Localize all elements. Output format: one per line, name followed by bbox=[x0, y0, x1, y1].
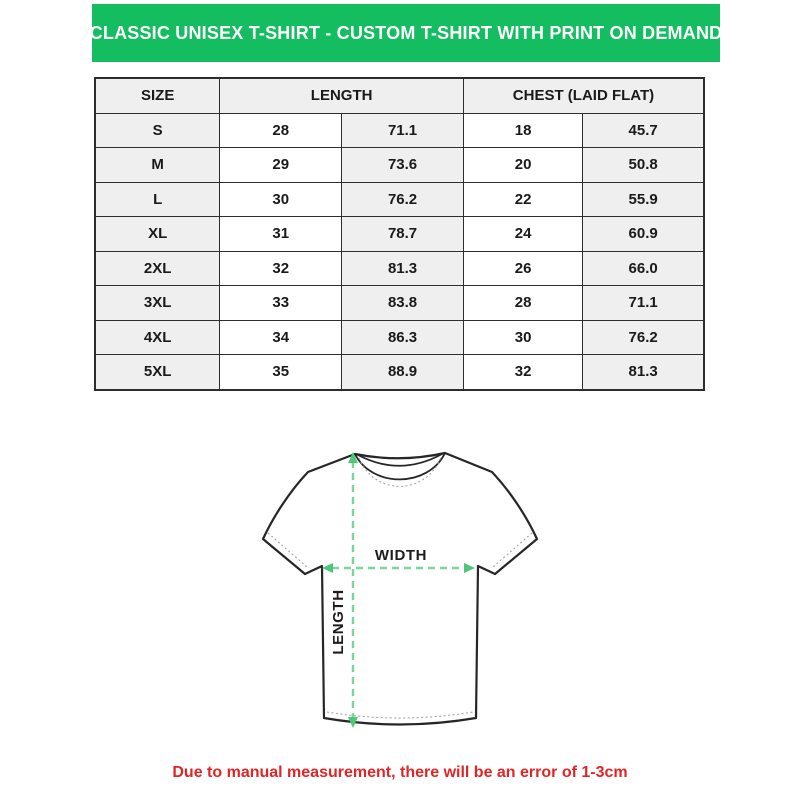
value-cell: 32 bbox=[463, 355, 582, 390]
length-label: LENGTH bbox=[330, 589, 347, 655]
tshirt-diagram bbox=[240, 435, 560, 755]
value-cell: 81.3 bbox=[342, 251, 464, 286]
size-table bbox=[94, 77, 705, 391]
value-cell: 83.8 bbox=[342, 286, 464, 321]
table-row bbox=[95, 217, 704, 252]
value-cell: 45.7 bbox=[583, 113, 704, 148]
value-cell: 33 bbox=[220, 286, 342, 321]
header-length: LENGTH bbox=[220, 78, 464, 113]
tshirt-outline bbox=[263, 453, 537, 725]
size-cell: S bbox=[95, 113, 220, 148]
value-cell: 18 bbox=[463, 113, 582, 148]
value-cell: 81.3 bbox=[583, 355, 704, 390]
value-cell: 28 bbox=[220, 113, 342, 148]
value-cell: 66.0 bbox=[583, 251, 704, 286]
value-cell: 34 bbox=[220, 320, 342, 355]
value-cell: 31 bbox=[220, 217, 342, 252]
page-title: CLASSIC UNISEX T-SHIRT - CUSTOM T-SHIRT WITH PRINT ON DEMAND bbox=[89, 22, 723, 43]
size-cell: M bbox=[95, 148, 220, 183]
value-cell: 28 bbox=[463, 286, 582, 321]
header-size: SIZE bbox=[95, 78, 220, 113]
table-row bbox=[95, 286, 704, 321]
table-row bbox=[95, 113, 704, 148]
value-cell: 55.9 bbox=[583, 182, 704, 217]
value-cell: 76.2 bbox=[583, 320, 704, 355]
value-cell: 86.3 bbox=[342, 320, 464, 355]
measurement-disclaimer: Due to manual measurement, there will be an error of 1-3cm bbox=[172, 764, 628, 781]
value-cell: 71.1 bbox=[583, 286, 704, 321]
value-cell: 32 bbox=[220, 251, 342, 286]
value-cell: 20 bbox=[463, 148, 582, 183]
value-cell: 88.9 bbox=[342, 355, 464, 390]
value-cell: 24 bbox=[463, 217, 582, 252]
value-cell: 71.1 bbox=[342, 113, 464, 148]
value-cell: 76.2 bbox=[342, 182, 464, 217]
header-chest: CHEST (LAID FLAT) bbox=[463, 78, 704, 113]
size-cell: 2XL bbox=[95, 251, 220, 286]
width-label: WIDTH bbox=[374, 547, 428, 564]
value-cell: 30 bbox=[220, 182, 342, 217]
value-cell: 50.8 bbox=[583, 148, 704, 183]
value-cell: 26 bbox=[463, 251, 582, 286]
table-row bbox=[95, 355, 704, 390]
table-row bbox=[95, 251, 704, 286]
value-cell: 29 bbox=[220, 148, 342, 183]
size-cell: 5XL bbox=[95, 355, 220, 390]
value-cell: 73.6 bbox=[342, 148, 464, 183]
size-cell: L bbox=[95, 182, 220, 217]
title-banner bbox=[89, 4, 723, 62]
size-cell: XL bbox=[95, 217, 220, 252]
size-cell: 3XL bbox=[95, 286, 220, 321]
table-row bbox=[95, 182, 704, 217]
size-table-header bbox=[95, 78, 704, 113]
value-cell: 22 bbox=[463, 182, 582, 217]
table-row bbox=[95, 148, 704, 183]
value-cell: 60.9 bbox=[583, 217, 704, 252]
value-cell: 35 bbox=[220, 355, 342, 390]
value-cell: 30 bbox=[463, 320, 582, 355]
value-cell: 78.7 bbox=[342, 217, 464, 252]
size-table-body bbox=[95, 113, 704, 390]
table-row bbox=[95, 320, 704, 355]
size-cell: 4XL bbox=[95, 320, 220, 355]
